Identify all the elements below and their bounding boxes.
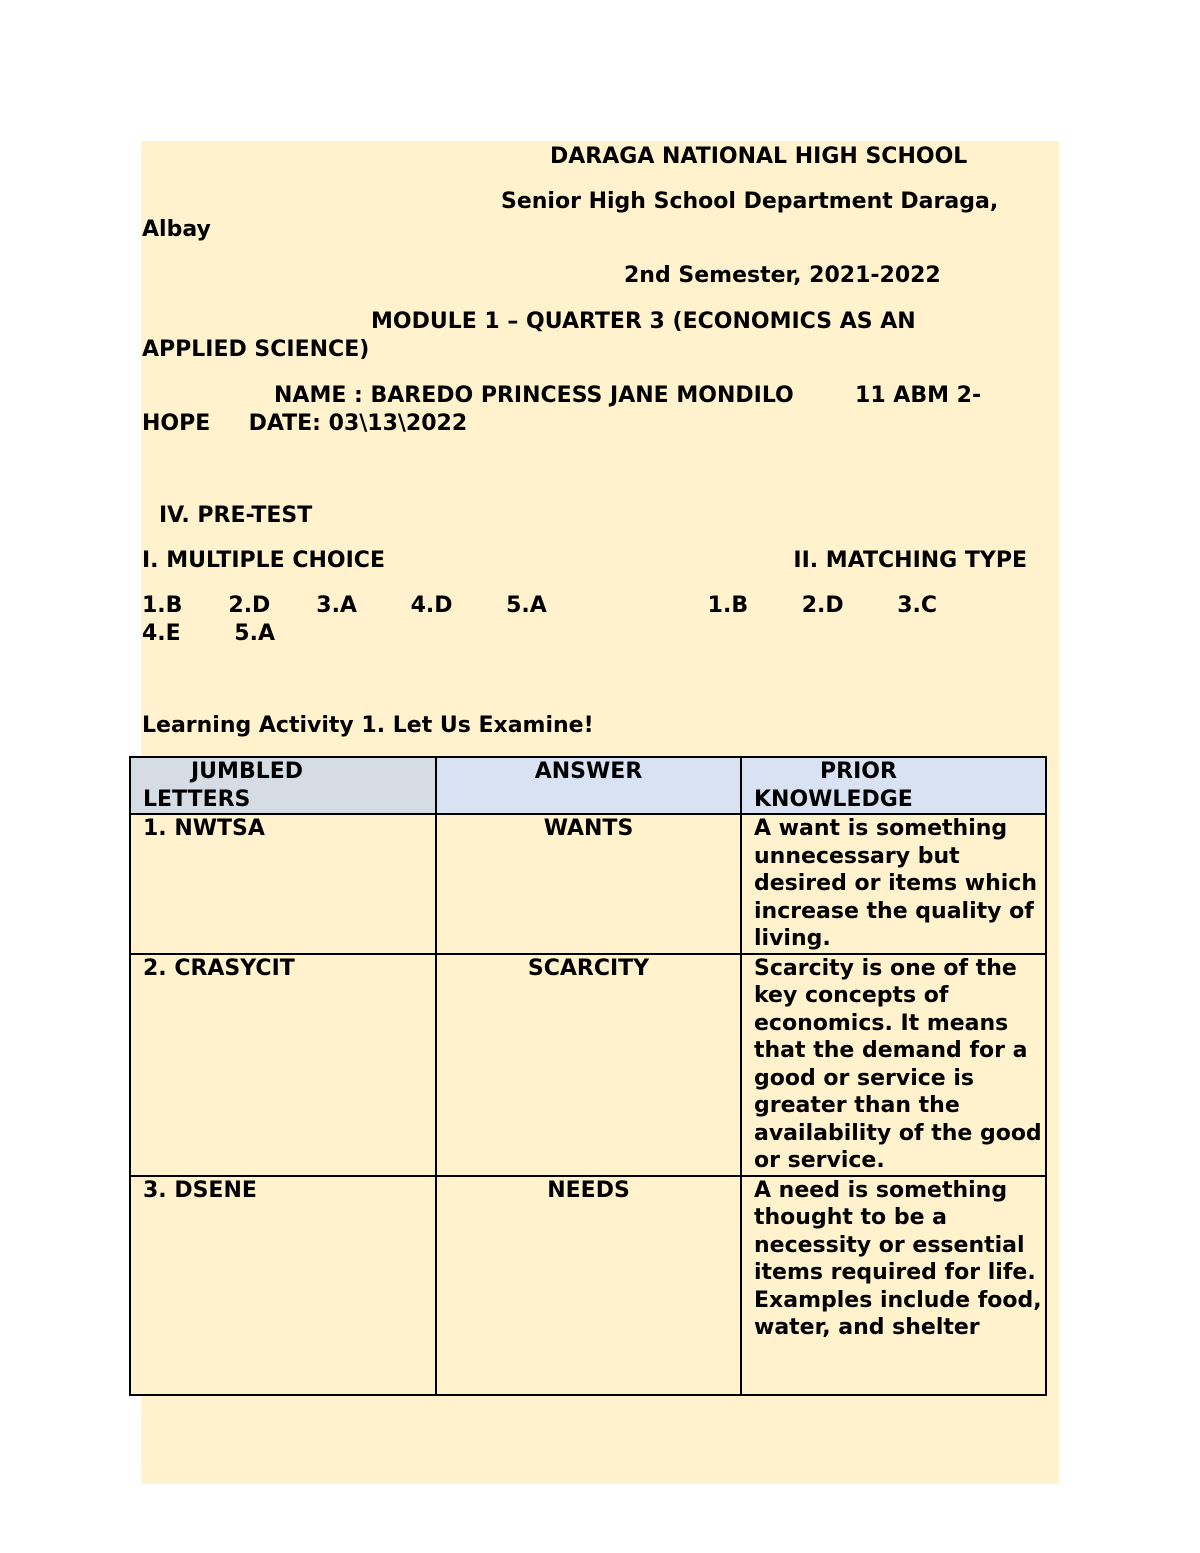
module-line-1: MODULE 1 – QUARTER 3 (ECONOMICS AS AN — [371, 309, 916, 334]
header-prior-line-2: KNOWLEDGE — [754, 786, 913, 812]
student-name-line-1: NAME : BAREDO PRINCESS JANE MONDILO 11 ABM 2- — [274, 383, 982, 408]
header-jumbled-line-1: JUMBLED — [191, 759, 304, 784]
prior-knowledge-cell: Scarcity is one of the key concepts of economics. It means that the demand for a good or service is greater than the availability of the good or service. — [741, 954, 1046, 1176]
pretest-answers-line-2: 4.E 5.A — [142, 621, 275, 646]
school-name: DARAGA NATIONAL HIGH SCHOOL — [550, 144, 968, 169]
semester: 2nd Semester, 2021-2022 — [624, 263, 941, 288]
pretest-title: IV. PRE-TEST — [159, 503, 313, 528]
jumbled-cell: 3. DSENE — [130, 1176, 436, 1395]
answer-cell: NEEDS — [436, 1176, 741, 1395]
table-row — [130, 1176, 1046, 1395]
department-line-2: Albay — [142, 217, 211, 242]
answer-cell: WANTS — [436, 814, 741, 954]
document-body — [142, 143, 1047, 740]
department-line-1: Senior High School Department Daraga, — [501, 189, 999, 214]
jumbled-cell: 2. CRASYCIT — [130, 954, 436, 1176]
matching-type-label: II. MATCHING TYPE — [793, 548, 1027, 573]
header-answer: ANSWER — [436, 757, 741, 814]
table-row — [130, 814, 1046, 954]
pretest-answers-line-1: 1.B 2.D 3.A 4.D 5.A 1.B 2.D 3.C — [142, 593, 938, 618]
activity-table — [129, 756, 1047, 1396]
student-name-line-2: HOPE DATE: 03\13\2022 — [142, 411, 468, 436]
header-jumbled-line-2: LETTERS — [143, 786, 251, 812]
header-prior-knowledge — [741, 757, 1046, 814]
header-jumbled-letters — [130, 757, 436, 814]
jumbled-cell: 1. NWTSA — [130, 814, 436, 954]
module-line-2: APPLIED SCIENCE) — [142, 337, 370, 362]
prior-knowledge-cell: A want is something unnecessary but desired or items which increase the quality of living. — [741, 814, 1046, 954]
prior-knowledge-cell: A need is something thought to be a necessity or essential items required for life. Examples include food, water, and shelter — [741, 1176, 1046, 1395]
table-header-row — [130, 757, 1046, 814]
pretest-section-labels — [142, 547, 1047, 575]
activity-title: Learning Activity 1. Let Us Examine! — [142, 713, 594, 738]
answer-cell: SCARCITY — [436, 954, 741, 1176]
multiple-choice-label: I. MULTIPLE CHOICE — [142, 548, 385, 573]
table-row — [130, 954, 1046, 1176]
header-prior-line-1: PRIOR — [820, 759, 897, 784]
